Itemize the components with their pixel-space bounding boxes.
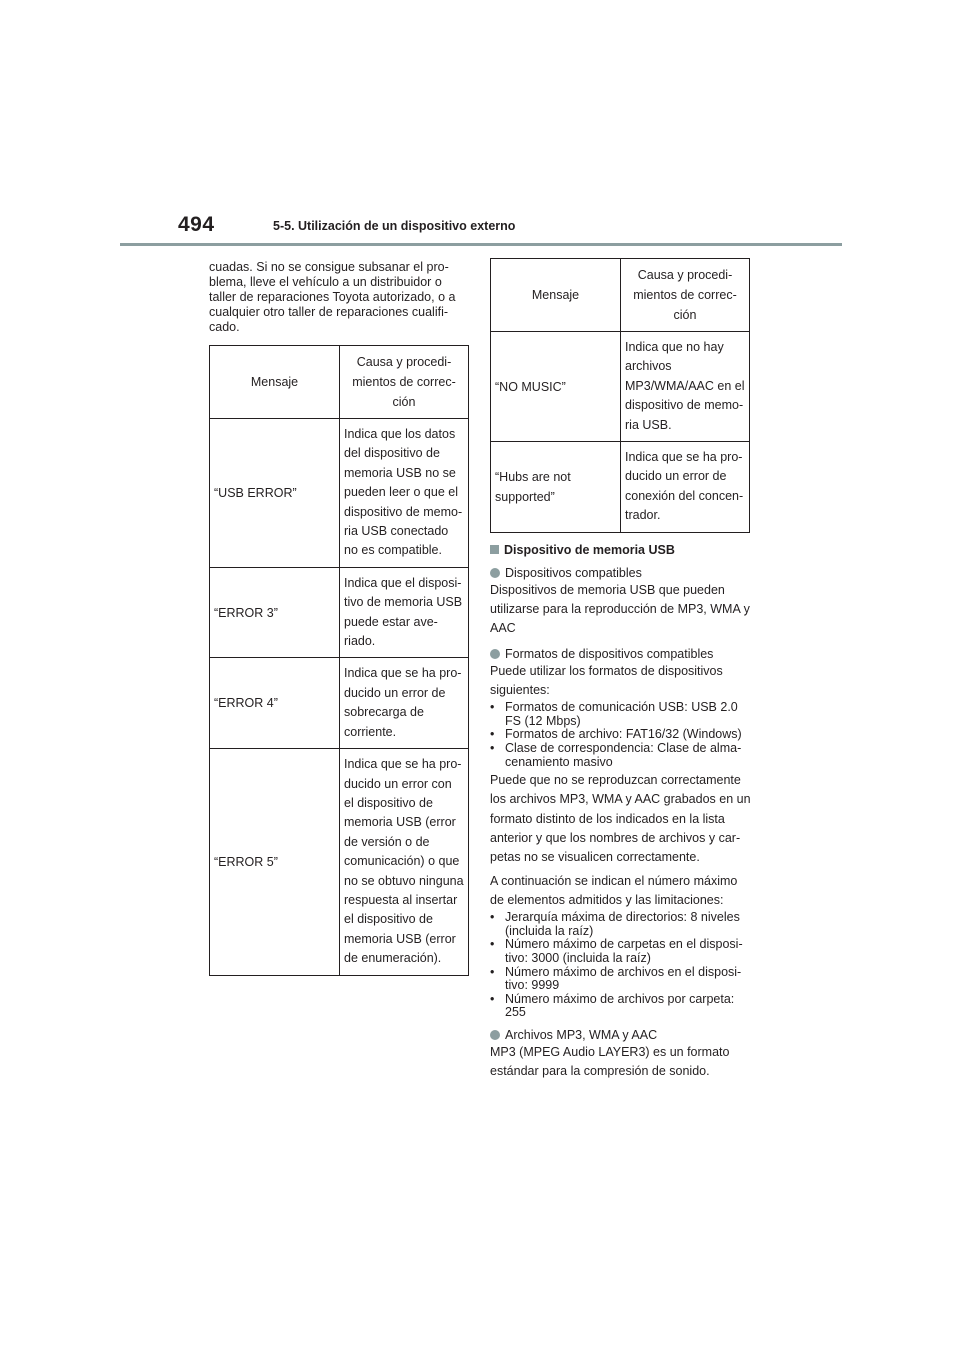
header-cause: Causa y procedi-mientos de correc-ción <box>340 346 469 419</box>
subheading-formats <box>490 646 752 662</box>
subheading-compatible <box>490 565 752 581</box>
list-item-text: Número máximo de archivos en el disposi-tivo: 9999 <box>505 964 742 993</box>
list-item: • Formatos de archivo: FAT16/32 (Windows) <box>490 727 742 742</box>
list-item: • Número máximo de archivos en el disposi-tivo: 9999 <box>490 964 742 993</box>
table-row <box>491 332 750 442</box>
list-item: • Número máximo de carpetas en el disposi-tivo: 3000 (incluida la raíz) <box>490 937 743 965</box>
list-item: • Número máximo de archivos por carpeta: 255 <box>490 991 735 1020</box>
row-cause: Indica que el disposi-tivo de memoria USB puede estar ave-riado. <box>340 567 469 658</box>
right-column <box>490 258 752 1082</box>
page-number: 494 <box>178 213 215 236</box>
row-message: “USB ERROR” <box>210 419 340 568</box>
table-header-row <box>210 346 469 419</box>
error-table-right <box>490 258 750 533</box>
section-heading <box>490 542 752 558</box>
table-row <box>210 567 469 658</box>
table-row <box>491 442 750 533</box>
limits-intro: A continuación se indican el número máximo de elementos admitidos y las limitaciones: <box>490 873 738 907</box>
header-rule <box>120 243 842 246</box>
formats-list <box>490 701 752 769</box>
list-item-text: Número máximo de carpetas en el disposi-tivo: 3000 (incluida la raíz) <box>505 937 743 965</box>
limits-list <box>490 911 752 1020</box>
files-text: MP3 (MPEG Audio LAYER3) es un formato estándar para la compresión de sonido. <box>490 1044 730 1079</box>
subheading-files <box>490 1027 752 1043</box>
row-message: “ERROR 3” <box>210 567 340 658</box>
list-item-text: Jerarquía máxima de directorios: 8 niveles (incluida la raíz) <box>505 910 740 938</box>
intro-paragraph: cuadas. Si no se consigue subsanar el pro-blema, lleve el vehículo a un distribuidor o taller de reparaciones Toyota autorizado, o a cualquier otro taller de reparaciones cualifi-cado. <box>209 260 456 334</box>
row-cause: Indica que se ha pro-ducido un error con el dispositivo de memoria USB (error de versión o de comunicación) o que no se obtuvo ninguna respuesta al insertar el dispositivo de memoria USB (error de enumeración). <box>340 749 469 975</box>
row-cause: Indica que los datos del dispositivo de memoria USB no se pueden leer o que el dispositivo de memo-ria USB conectado no es compatible. <box>340 419 469 568</box>
row-message: “ERROR 4” <box>210 658 340 749</box>
left-column <box>209 260 469 976</box>
list-item: • Formatos de comunicación USB: USB 2.0 FS (12 Mbps) <box>490 700 738 728</box>
table-row <box>210 658 469 749</box>
list-item-text: Formatos de archivo: FAT16/32 (Windows) <box>505 727 742 742</box>
subheading-text: Dispositivos compatibles <box>505 565 642 580</box>
formats-intro: Puede utilizar los formatos de dispositivos siguientes: <box>490 663 723 697</box>
row-message: “ERROR 5” <box>210 749 340 975</box>
table-row <box>210 419 469 568</box>
subheading-text: Formatos de dispositivos compatibles <box>505 646 714 661</box>
subheading-text: Archivos MP3, WMA y AAC <box>505 1027 658 1042</box>
header-message: Mensaje <box>491 259 621 332</box>
header-cause: Causa y procedi-mientos de correc-ción <box>621 259 750 332</box>
circle-bullet-icon <box>490 568 500 578</box>
header-message: Mensaje <box>210 346 340 419</box>
error-table-left <box>209 345 469 976</box>
row-cause: Indica que no hay archivos MP3/WMA/AAC en el dispositivo de memo-ria USB. <box>621 332 750 442</box>
row-cause: Indica que se ha pro-ducido un error de sobrecarga de corriente. <box>340 658 469 749</box>
list-item-text: Clase de correspondencia: Clase de alma-cenamiento masivo <box>505 740 742 769</box>
formats-note: Puede que no se reproduzcan correctamente los archivos MP3, WMA y AAC grabados en un formato distinto de los indicados en la lista anterior y que los nombres de archivos y car-petas no se visualicen correctamente. <box>490 773 751 865</box>
row-message: “Hubs are not supported” <box>491 442 621 533</box>
circle-bullet-icon <box>490 649 500 659</box>
compatible-text: Dispositivos de memoria USB que pueden utilizarse para la reproducción de MP3, WMA y AAC <box>490 582 750 636</box>
circle-bullet-icon <box>490 1030 500 1040</box>
row-message: “NO MUSIC” <box>491 332 621 442</box>
square-bullet-icon <box>490 545 499 554</box>
list-item: • Jerarquía máxima de directorios: 8 niveles (incluida la raíz) <box>490 910 740 938</box>
list-item: • Clase de correspondencia: Clase de alma-cenamiento masivo <box>490 740 742 769</box>
section-title: 5-5. Utilización de un dispositivo externo <box>273 219 516 233</box>
list-item-text: Número máximo de archivos por carpeta: 255 <box>505 991 735 1020</box>
section-heading-text: Dispositivo de memoria USB <box>504 542 675 557</box>
row-cause: Indica que se ha pro-ducido un error de conexión del concen-trador. <box>621 442 750 533</box>
list-item-text: Formatos de comunicación USB: USB 2.0 FS (12 Mbps) <box>505 700 738 728</box>
table-header-row <box>491 259 750 332</box>
table-row <box>210 749 469 975</box>
